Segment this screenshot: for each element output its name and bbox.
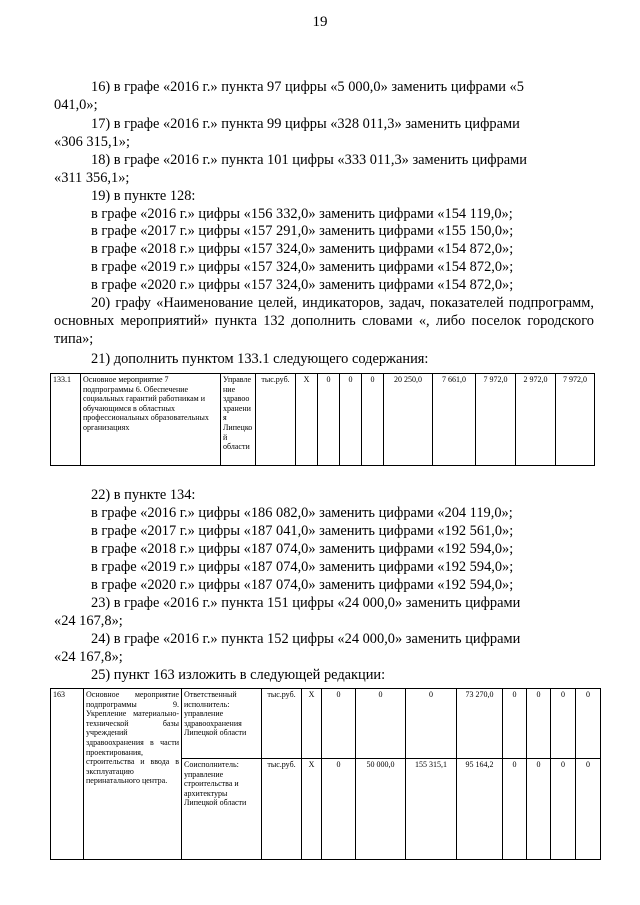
cell: 7 972,0 (476, 374, 516, 466)
cell: 7 661,0 (433, 374, 476, 466)
item-22-sub4: в графе «2019 г.» цифры «187 074,0» заменить цифрами «192 594,0»; (91, 559, 514, 575)
item-24-line1: 24) в графе «2016 г.» пункта 152 цифры «24 000,0» заменить цифрами (91, 631, 521, 647)
unit: тыс.руб. (256, 374, 296, 466)
cell: Х (302, 759, 322, 860)
executor: Управление здравоохранения Липецкой области (221, 374, 256, 466)
cell: 0 (551, 689, 576, 759)
unit: тыс.руб. (262, 759, 302, 860)
item-16-line1: 16) в графе «2016 г.» пункта 97 цифры «5 000,0» заменить цифрами «5 (91, 79, 524, 95)
cell: Х (302, 689, 322, 759)
item-17-line2: «306 315,1»; (54, 134, 130, 150)
cell: 0 (318, 374, 340, 466)
cell: 0 (322, 759, 356, 860)
item-19-sub1: в графе «2016 г.» цифры «156 332,0» заменить цифрами «154 119,0»; (91, 206, 513, 222)
cell: 50 000,0 (356, 759, 406, 860)
item-22: 22) в пункте 134: (91, 487, 196, 503)
item-19-sub2: в графе «2017 г.» цифры «157 291,0» заменить цифрами «155 150,0»; (91, 223, 514, 239)
item-20: 20) графу «Наименование целей, индикаторов, задач, показателей подпрограмм, основных мероприятий» пункта 132 дополнить словами «, либо поселок городского типа»; (54, 295, 594, 347)
table-row (51, 374, 595, 466)
item-23-line2: «24 167,8»; (54, 613, 123, 629)
item-19: 19) в пункте 128: (91, 188, 196, 204)
item-19-sub3: в графе «2018 г.» цифры «157 324,0» заменить цифрами «154 872,0»; (91, 241, 514, 257)
cell: 2 972,0 (516, 374, 556, 466)
cell: Х (296, 374, 318, 466)
table-row (51, 689, 601, 759)
cell: 0 (527, 689, 551, 759)
unit: тыс.руб. (262, 689, 302, 759)
table-item-163 (50, 688, 601, 860)
item-18-line2: «311 356,1»; (54, 170, 130, 186)
cell: 0 (340, 374, 362, 466)
cell: 0 (576, 689, 601, 759)
cell: 95 164,2 (457, 759, 503, 860)
measure-name: Основное мероприятие 7 подпрограммы 6. Обеспечение социальных гарантий работникам и обучающимся в областных профессиональных образовательных организациях (81, 374, 221, 466)
cell: 20 250,0 (384, 374, 433, 466)
row-number: 163 (51, 689, 84, 860)
item-16-line2: 041,0»; (54, 97, 98, 113)
cell: 0 (527, 759, 551, 860)
cell: 73 270,0 (457, 689, 503, 759)
item-22-sub3: в графе «2018 г.» цифры «187 074,0» заменить цифрами «192 594,0»; (91, 541, 514, 557)
cell: 0 (576, 759, 601, 860)
item-21: 21) дополнить пунктом 133.1 следующего содержания: (91, 351, 429, 367)
item-22-sub5: в графе «2020 г.» цифры «187 074,0» заменить цифрами «192 594,0»; (91, 577, 514, 593)
item-19-sub5: в графе «2020 г.» цифры «157 324,0» заменить цифрами «154 872,0»; (91, 277, 514, 293)
item-23-line1: 23) в графе «2016 г.» пункта 151 цифры «24 000,0» заменить цифрами (91, 595, 521, 611)
page-number: 19 (312, 14, 328, 30)
cell: 155 315,1 (406, 759, 457, 860)
cell: 0 (503, 759, 527, 860)
item-24-line2: «24 167,8»; (54, 649, 123, 665)
cell: 0 (551, 759, 576, 860)
item-18-line1: 18) в графе «2016 г.» пункта 101 цифры «333 011,3» заменить цифрами (91, 152, 527, 168)
executor: Соисполнитель: управление строительства и архитектуры Липецкой области (182, 759, 262, 860)
item-17-line1: 17) в графе «2016 г.» пункта 99 цифры «328 011,3» заменить цифрами (91, 116, 520, 132)
cell: 0 (356, 689, 406, 759)
cell: 0 (503, 689, 527, 759)
item-25: 25) пункт 163 изложить в следующей редакции: (91, 667, 386, 683)
cell: 7 972,0 (556, 374, 595, 466)
cell: 0 (406, 689, 457, 759)
executor: Ответственный исполнитель: управление здравоохранения Липецкой области (182, 689, 262, 759)
cell: 0 (362, 374, 384, 466)
item-22-sub1: в графе «2016 г.» цифры «186 082,0» заменить цифрами «204 119,0»; (91, 505, 513, 521)
measure-name: Основное мероприятие подпрограммы 9. Укрепление материально-технической базы учреждений здравоохранения в части проектирования, строительства и ввода в эксплуатацию перинатального центра. (84, 689, 182, 860)
item-19-sub4: в графе «2019 г.» цифры «157 324,0» заменить цифрами «154 872,0»; (91, 259, 514, 275)
row-number: 133.1 (51, 374, 81, 466)
item-22-sub2: в графе «2017 г.» цифры «187 041,0» заменить цифрами «192 561,0»; (91, 523, 514, 539)
cell: 0 (322, 689, 356, 759)
table-item-133-1 (50, 373, 595, 466)
